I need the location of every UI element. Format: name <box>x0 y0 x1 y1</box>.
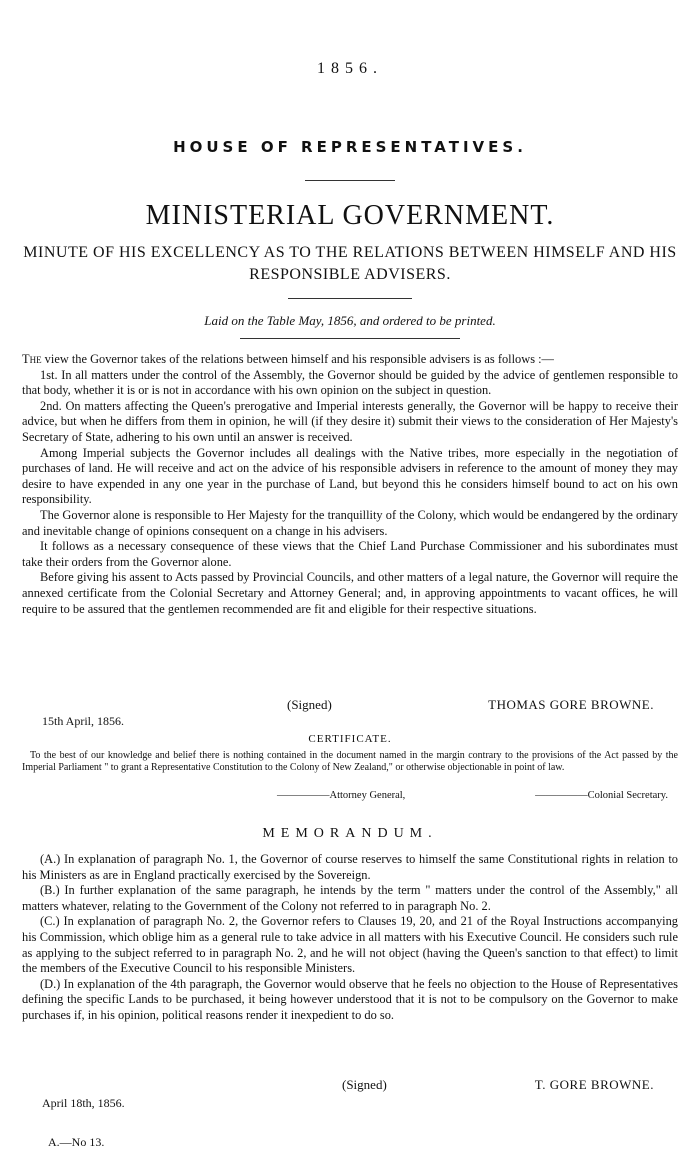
certificate-text <box>22 750 678 775</box>
divider-rule <box>240 338 460 339</box>
colonial-secretary-line: —————Colonial Secretary. <box>535 790 668 801</box>
house-heading: HOUSE OF REPRESENTATIVES. <box>173 138 527 156</box>
memo-item-c: (C.) In explanation of paragraph No. 2, the Governor refers to Clauses 19, 20, and 21 of the Royal Instructions accompanying his Commission, which oblige him as a general rule to take advice in all matters with his Executive Council. He considers such rule as applying to the subject referred to in paragraph No. 2, and he will not object (having the Queen's sanction to that effect) to limit the members of the Executive Council to his responsible Ministers. <box>22 914 678 976</box>
memo-item-d: (D.) In explanation of the 4th paragraph, the Governor would observe that he feels no objection to the House of Representatives defining the specific Lands to be purchased, it being however understood that it is not to be compulsory on the Governor to make purchases if, in his opinion, political reasons render it inexpedient to do so. <box>22 976 678 1022</box>
document-title: MINISTERIAL GOVERNMENT. <box>145 200 555 231</box>
certificate-signatures <box>22 790 678 808</box>
memorandum-heading: MEMORANDUM. <box>262 826 438 841</box>
certificate-heading: CERTIFICATE. <box>308 733 392 745</box>
divider-rule <box>305 180 395 181</box>
paragraph-5: It follows as a necessary consequence of these views that the Chief Land Purchase Commissioner and his subordinates must take their orders from the Governor alone. <box>22 539 678 569</box>
minute-body <box>22 352 678 617</box>
memo-signed-label: (Signed) <box>342 1077 387 1092</box>
certificate-paragraph: To the best of our knowledge and belief there is nothing contained in the document named in the margin contrary to the provisions of the Act passed by the Imperial Parliament " to grant a Representative Constitution to the Colony of New Zealand," or otherwise objectionable in point of law. <box>22 750 678 774</box>
minute-subtitle: MINUTE OF HIS EXCELLENCY AS TO THE RELATIONS BETWEEN HIMSELF AND HIS RESPONSIBLE ADVISERS. <box>23 244 677 283</box>
paragraph-2: 2nd. On matters affecting the Queen's prerogative and Imperial interests generally, the Governor will be happy to receive their advice, but when he differs from them in opinion, he will (if they desire it) submit their views to the consideration of Her Majesty's Secretary of State, adhering to his own until an answer is received. <box>22 398 678 444</box>
intro-text: view the Governor takes of the relations between himself and his responsible advisers is as follows :— <box>41 352 554 366</box>
signer-name: THOMAS GORE BROWNE. <box>488 697 654 712</box>
intro-paragraph <box>22 352 678 368</box>
minute-signature <box>22 697 678 715</box>
memo-item-b: (B.) In further explanation of the same paragraph, he intends by the term " matters under the control of the Assembly," all matters whatever, relating to the Government of the Colony not referred to in paragraph No. 2. <box>22 883 678 913</box>
memo-item-a: (A.) In explanation of paragraph No. 1, the Governor of course reserves to himself the same Constitutional rights in relation to his Ministers as are in England practically exercised by the Sovereign. <box>22 852 678 882</box>
memo-signer-name: T. GORE BROWNE. <box>534 1077 654 1092</box>
memo-date: April 18th, 1856. <box>42 1096 125 1110</box>
laid-on-table-note: Laid on the Table May, 1856, and ordered to be printed. <box>204 313 496 328</box>
attorney-general-line: —————Attorney General, <box>277 790 406 801</box>
paragraph-6: Before giving his assent to Acts passed by Provincial Councils, and other matters of a legal nature, the Governor will require the annexed certificate from the Colonial Secretary and Attorney General; and, in approving appointments to vacant offices, he will require to be assured that the gentlemen recommended are fit and eligible for their respective situations. <box>22 570 678 616</box>
paragraph-1: 1st. In all matters under the control of the Assembly, the Governor should be guided by the advice of gentlemen responsible to that body, whether it is or is not in accordance with his own opinion on the subject in question. <box>22 367 678 398</box>
year-heading: 1856. <box>317 60 383 77</box>
memo-signature <box>22 1077 678 1095</box>
paragraph-4: The Governor alone is responsible to Her Majesty for the tranquillity of the Colony, which would be endangered by the ordinary and inevitable change of opinions consequent on a change in his advisers. <box>22 507 678 538</box>
intro-lead-word: The <box>22 352 42 366</box>
signed-label: (Signed) <box>287 697 332 712</box>
memorandum-body <box>22 852 678 1024</box>
document-number: A.—No 13. <box>48 1135 105 1149</box>
minute-date: 15th April, 1856. <box>42 714 125 728</box>
paragraph-3: Among Imperial subjects the Governor includes all dealings with the Native tribes, more especially in the negotiation of purchases of land. He will receive and act on the advice of his responsible advisers in reference to the amount of money they may desire to have expended in any one year in the purchase of Land, but beyond this he considers himself bound to act on his own responsibility. <box>22 445 678 507</box>
divider-rule <box>288 298 412 299</box>
